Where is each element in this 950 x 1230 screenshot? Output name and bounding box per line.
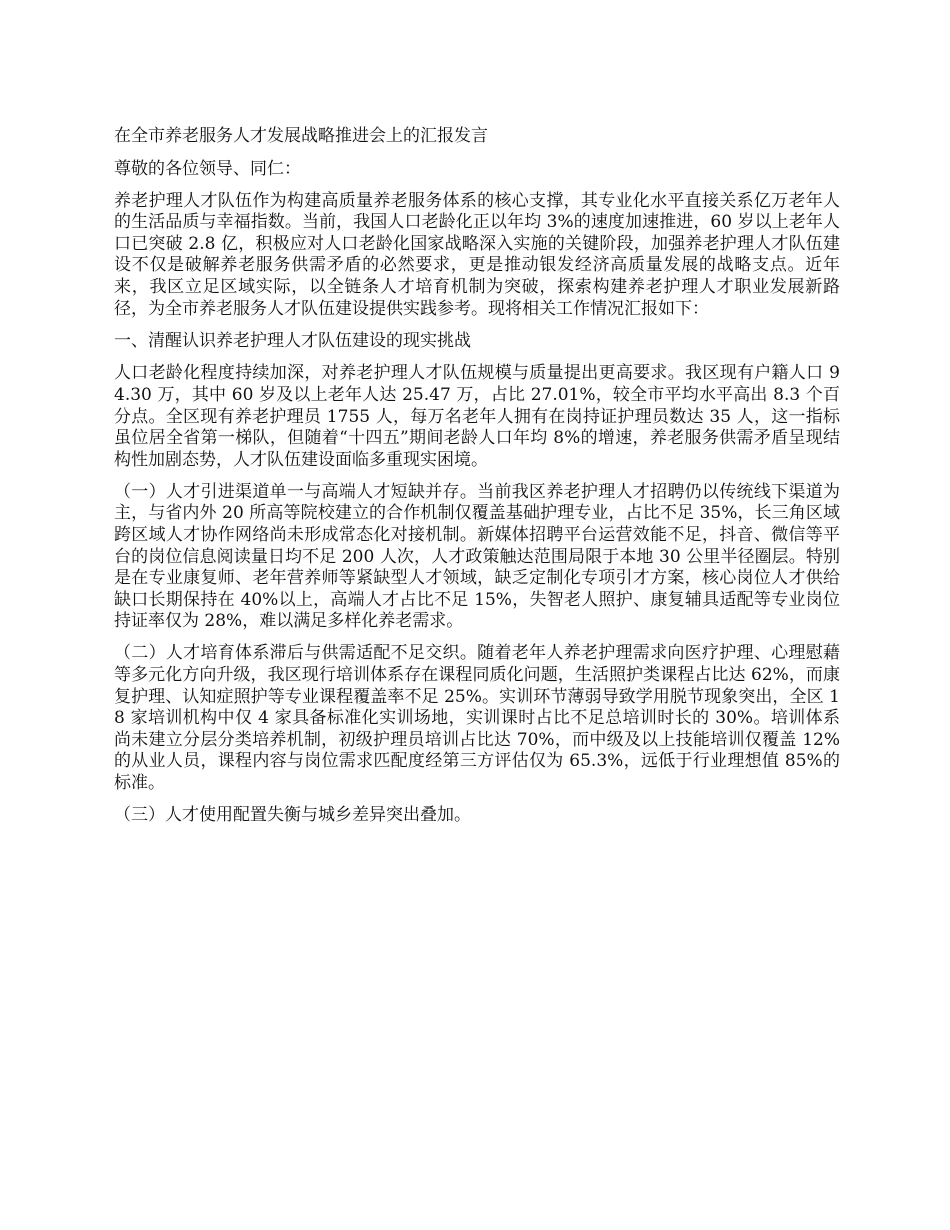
- section-1-point-3-paragraph: （三）人才使用配置失衡与城乡差异突出叠加。: [114, 805, 471, 826]
- section-1-intro-paragraph: 人口老龄化程度持续加深，对养老护理人才队伍规模与质量提出更高要求。我区现有户籍人口 94.30 万，其中 60 岁及以上老年人达 25.47 万，占比 27.01%，较全市平均水平高出 8.3 个百分点。全区现有养老护理员 1755 人，每万名老年人拥有在岗持证护理员数达 35 人，这一指标虽位居全省第一梯队，但随着“十四五”期间老龄人口年均 8%的增速，养老服务供需矛盾呈现结构性加剧态势，人才队伍建设面临多重现实困境。: [114, 363, 840, 470]
- section-1-point-1-paragraph: （一）人才引进渠道单一与高端人才短缺并存。当前我区养老护理人才招聘仍以传统线下渠道为主，与省内外 20 所高等院校建立的合作机制仅覆盖基础护理专业，占比不足 35%，长三角区域跨区域人才协作网络尚未形成常态化对接机制。新媒体招聘平台运营效能不足，抖音、微信等平台的岗位信息阅读量日均不足 200 人次，人才政策触达范围局限于本地 30 公里半径圈层。特别是在专业康复师、老年营养师等紧缺型人才领域，缺乏定制化专项引才方案，核心岗位人才供给缺口长期保持在 40%以上，高端人才占比不足 15%，失智老人照护、康复辅具适配等专业岗位持证率仅为 28%，难以满足多样化养老需求。: [114, 481, 840, 632]
- document-body: [114, 126, 840, 837]
- section-1-point-2-paragraph: （二）人才培育体系滞后与供需适配不足交织。随着老年人养老护理需求向医疗护理、心理慰藉等多元化方向升级，我区现行培训体系存在课程同质化问题，生活照护类课程占比达 62%，而康复护理、认知症照护等专业课程覆盖率不足 25%。实训环节薄弱导致学用脱节现象突出，全区 18 家培训机构中仅 4 家具备标准化实训场地，实训课时占比不足总培训时长的 30%。培训体系尚未建立分层分类培养机制，初级护理员培训占比达 70%，而中级及以上技能培训仅覆盖 12%的从业人员，课程内容与岗位需求匹配度经第三方评估仅为 65.3%，远低于行业理想值 85%的标准。: [114, 643, 840, 794]
- salutation: 尊敬的各位领导、同仁：: [114, 158, 301, 179]
- intro-paragraph: 养老护理人才队伍作为构建高质量养老服务体系的核心支撑，其专业化水平直接关系亿万老年人的生活品质与幸福指数。当前，我国人口老龄化正以年均 3%的速度加速推进，60 岁以上老年人口已突破 2.8 亿，积极应对人口老龄化国家战略深入实施的关键阶段，加强养老护理人才队伍建设不仅是破解养老服务供需矛盾的必然要求，更是推动银发经济高质量发展的战略支点。近年来，我区立足区域实际，以全链条人才培育机制为突破，探索构建养老护理人才职业发展新路径，为全市养老服务人才队伍建设提供实践参考。现将相关工作情况汇报如下：: [114, 190, 840, 319]
- document-title: 在全市养老服务人才发展战略推进会上的汇报发言: [114, 126, 488, 146]
- section-heading-1: 一、清醒认识养老护理人才队伍建设的现实挑战: [114, 330, 471, 351]
